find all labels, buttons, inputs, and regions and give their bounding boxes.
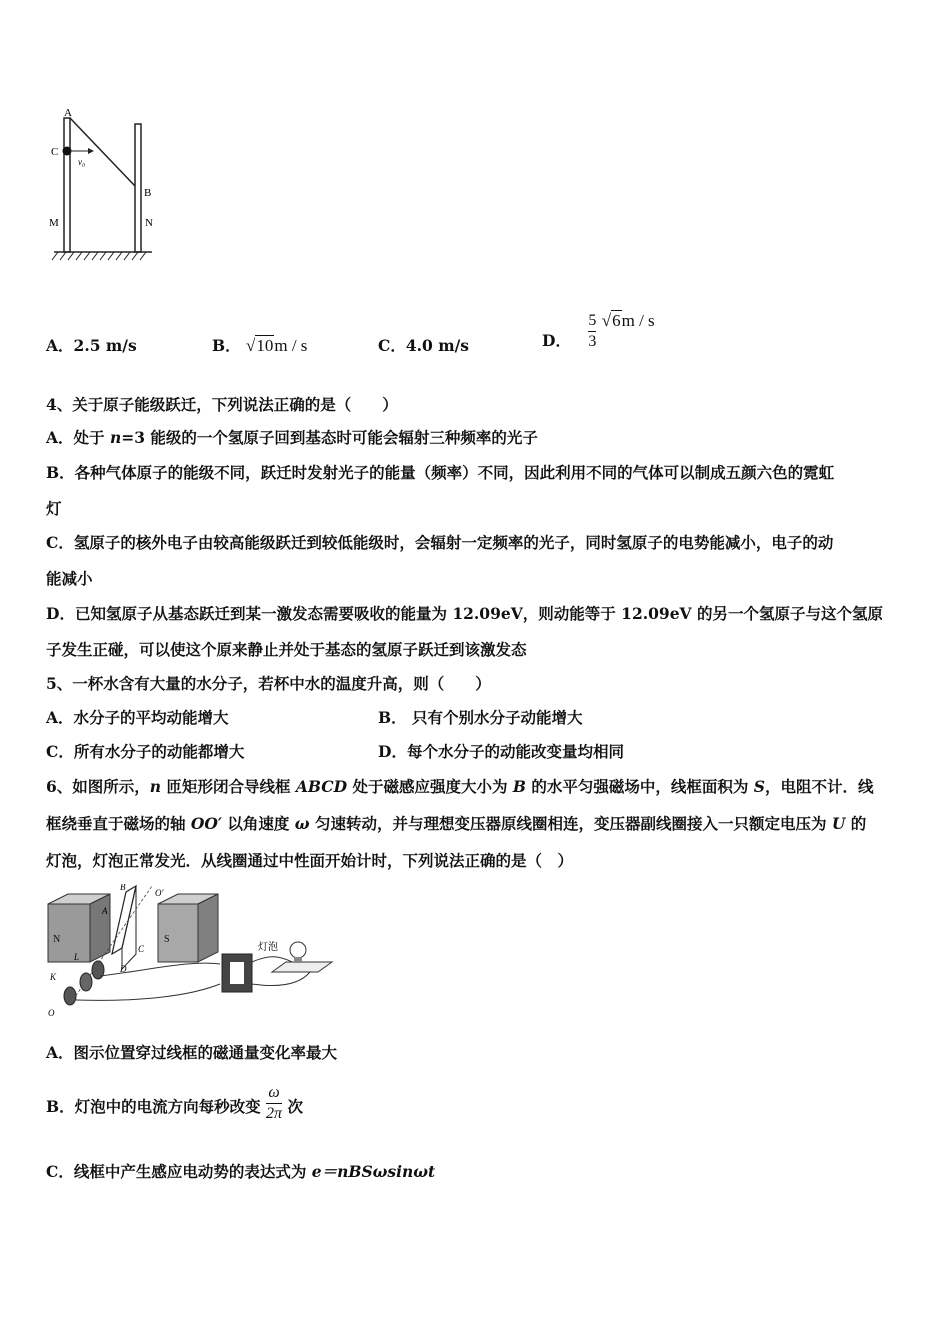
label-c: C [51,146,59,158]
axis-label-o2: O′ [155,888,164,898]
q6-stem-line1: 6、如图所示，n 匝矩形闭合导线框 ABCD 处于磁感应强度大小为 B 的水平匀强磁场中，线框面积为 S，电阻不计．线 [46,777,874,796]
fraction: $\frac{5}{3}$ [588,312,597,350]
label-b: B [144,187,152,199]
q4-option-c-line2: 能减小 [46,569,93,588]
q5-option-b: B． 只有个别水分子动能增大 [378,708,583,727]
q4-stem: 4、关于原子能级跃迁，下列说法正确的是（ ） [46,395,398,414]
magnet-s-label: S [164,934,170,945]
q6-option-b: B．灯泡中的电流方向每秒改变 $\frac{\omega}{2\pi}$ 次 [46,1084,303,1122]
label-v0: v₀ [78,157,86,167]
q5-option-a: A．水分子的平均动能增大 [46,708,229,727]
q5-option-d: D．每个水分子的动能改变量均相同 [378,742,624,761]
q6-stem-line3: 灯泡，灯泡正常发光．从线圈通过中性面开始计时，下列说法正确的是（ ） [46,851,574,870]
q3-option-d: D． $\frac{5}{3}$ √6m / s [542,310,655,350]
figure-generator [40,884,360,1024]
q4-option-d-line1: D．已知氢原子从基态跃迁到某一激发态需要吸收的能量为 12.09eV，则动能等于 12.09eV 的另一个氢原子与这个氢原 [46,604,883,623]
q4-option-b-line1: B．各种气体原子的能级不同，跃迁时发射光子的能量（频率）不同，因此利用不同的气体可以制成五颜六色的霓虹 [46,463,835,482]
brush-label-l: L [74,952,80,962]
sqrt-expression: √10 [246,336,274,355]
q4-option-d-line2: 子发生正碰，可以使这个原来静止并处于基态的氢原子跃迁到该激发态 [46,640,527,659]
frame-label-b: B [120,884,126,892]
brush-label-k: K [50,972,57,982]
q5-stem: 5、一杯水含有大量的水分子，若杯中水的温度升高，则（ ） [46,674,491,693]
q4-option-a: A．处于 n=3 能级的一个氢原子回到基态时可能会辐射三种频率的光子 [46,428,538,447]
lamp-label: 灯泡 [258,942,278,953]
sqrt-expression: √6 [601,310,621,330]
frame-label-d: D [120,964,127,974]
frame-label-a: A [102,906,108,916]
q3-option-b: B． √10m / s [212,336,308,355]
q3-option-c: C．4.0 m/s [378,336,469,355]
q6-option-c: C．线框中产生感应电动势的表达式为 e＝nBSωsinωt [46,1162,436,1181]
axis-label-o: O [48,1008,55,1018]
q4-option-c-line1: C．氢原子的核外电子由较高能级跃迁到较低能级时，会辐射一定频率的光子，同时氢原子的电势能减小，电子的动 [46,533,834,552]
q4-option-b-line2: 灯 [46,499,62,518]
label-a: A [64,107,72,119]
q6-stem-line2: 框绕垂直于磁场的轴 OO′ 以角速度 ω 匀速转动，并与理想变压器原线圈相连，变压器副线圈接入一只额定电压为 U 的 [46,814,867,833]
q3-option-a: A．2.5 m/s [46,336,137,355]
q5-option-c: C．所有水分子的动能都增大 [46,742,245,761]
figure-poles [40,100,170,270]
magnet-n-label: N [53,934,61,945]
frame-label-c: C [138,944,145,954]
label-m: M [49,217,59,229]
fraction: $\frac{\omega}{2\pi}$ [266,1084,283,1122]
q6-option-a: A．图示位置穿过线框的磁通量变化率最大 [46,1043,338,1062]
label-n: N [145,217,153,229]
lamp-icon [290,942,306,958]
